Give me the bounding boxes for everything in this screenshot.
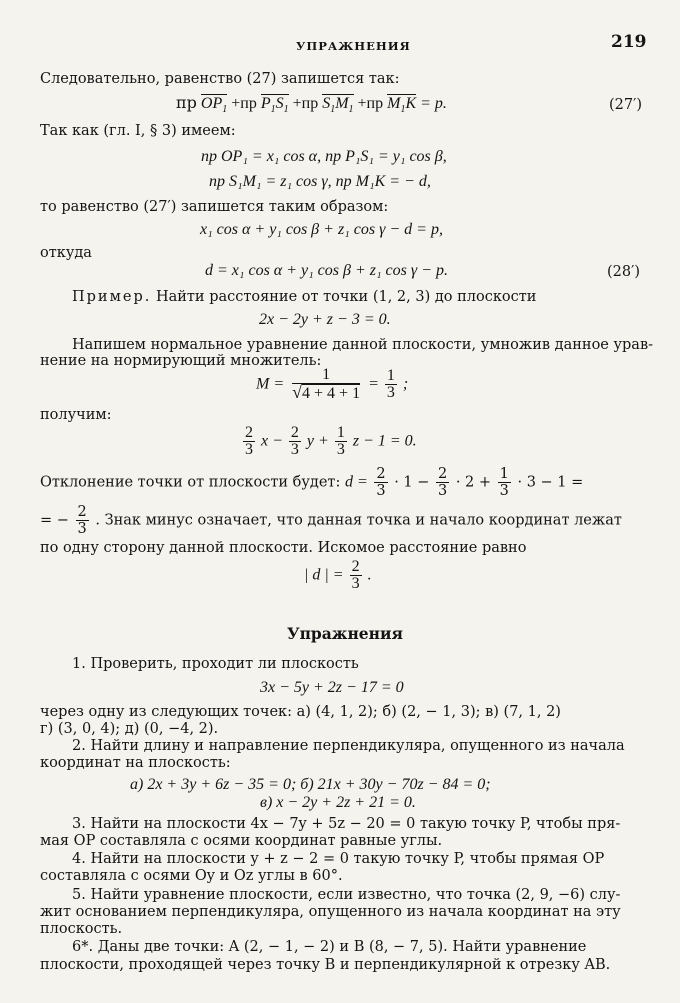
equation-line: пр OP₁ = x₁ cos α, пр P₁S₁ = y₁ cos β, [201, 148, 447, 165]
text-line: нение на нормирующий множитель: [40, 353, 322, 369]
text-line: то равенство (27′) запишется таким образом: [40, 199, 389, 215]
exercise-6: 6*. Даны две точки: A (2, − 1, − 2) и B (8, − 7, 5). Найти уравнение [72, 939, 587, 955]
text-line: г) (3, 0, 4); д) (0, −4, 2). [40, 721, 219, 737]
equation-line: x₁ cos α + y₁ cos β + z₁ cos γ − d = p, [200, 221, 443, 238]
text-line: мая OP составляла с осями координат равные углы. [40, 833, 443, 849]
equation-line: а) 2x + 3y + 6z − 35 = 0; б) 21x + 30y − 70z − 84 = 0; [130, 776, 491, 793]
equation-line: 2x − 2y + z − 3 = 0. [259, 311, 391, 328]
section-title: Упражнения [287, 624, 403, 643]
text-line: Так как (гл. I, § 3) имеем: [40, 123, 236, 139]
text-line: координат на плоскость: [40, 755, 231, 771]
deviation-line-2: = − $\frac{2}{3}$ . Знак минус означает, что данная точка и начало координат лежат [40, 504, 622, 537]
exercise-4: 4. Найти на плоскости y + z − 2 = 0 такую точку P, чтобы прямая OP [72, 851, 605, 867]
text-line: жит основанием перпендикуляра, опущенного из начала координат на эту [40, 904, 621, 920]
exercise-2: 2. Найти длину и направление перпендикуляра, опущенного из начала [72, 738, 625, 754]
text-line: откуда [40, 245, 92, 261]
text-line: по одну сторону данной плоскости. Искомое расстояние равно [40, 540, 527, 556]
equation-tag: (27′) [609, 97, 643, 113]
equation-27-prime: пр $OP_1 +пр$ $P_1S_1 +пр$ $S_1M_1 +пр$ $M_1K = p$. [176, 93, 447, 116]
equation-line: в) x − 2y + 2z + 21 = 0. [260, 794, 416, 811]
text-line: Напишем нормальное уравнение данной плоскости, умножив данное урав- [72, 337, 654, 353]
exercise-5: 5. Найти уравнение плоскости, если известно, что точка (2, 9, −6) слу- [72, 887, 621, 903]
distance-result: | d | = $\frac{2}{3}$ . [304, 558, 372, 592]
normal-equation: $\frac{2}{3}$ x − $\frac{2}{3}$ y + $\frac{1}{3}$ z − 1 = 0. [245, 424, 417, 458]
page-number: 219 [611, 32, 647, 52]
equation-line: пр S₁M₁ = z₁ cos γ, пр M₁K = − d, [209, 173, 431, 190]
example-line: Пример. Найти расстояние от точки (1, 2, 3) до плоскости [72, 289, 537, 305]
text-line: Следовательно, равенство (27) запишется так: [40, 71, 400, 87]
text-line: составляла с осями Oy и Oz углы в 60°. [40, 868, 343, 884]
text-line: получим: [40, 407, 112, 423]
normalizing-factor-equation: M = $\frac{1}{√4 + 4 + 1}$ = $\frac{1}{3}$ ; [256, 366, 409, 402]
equation-line: 3x − 5y + 2z − 17 = 0 [260, 679, 404, 696]
exercise-1: 1. Проверить, проходит ли плоскость [72, 656, 359, 672]
equation-28-prime: d = x₁ cos α + y₁ cos β + z₁ cos γ − p. [205, 262, 448, 279]
text-line: через одну из следующих точек: а) (4, 1, 2); б) (2, − 1, 3); в) (7, 1, 2) [40, 704, 561, 720]
running-title: УПРАЖНЕНИЯ [296, 39, 411, 53]
text-line: плоскости, проходящей через точку B и перпендикулярной к отрезку AB. [40, 957, 611, 973]
equation-tag: (28′) [607, 264, 641, 280]
deviation-line: Отклонение точки от плоскости будет: d = $\frac{2}{3}$ · 1 − $\frac{2}{3}$ · 2 + $\frac{1}{3}$ · 3 − 1 = [40, 466, 584, 499]
text-line: плоскость. [40, 921, 123, 937]
exercise-3: 3. Найти на плоскости 4x − 7y + 5z − 20 = 0 такую точку P, чтобы пря- [72, 816, 621, 832]
